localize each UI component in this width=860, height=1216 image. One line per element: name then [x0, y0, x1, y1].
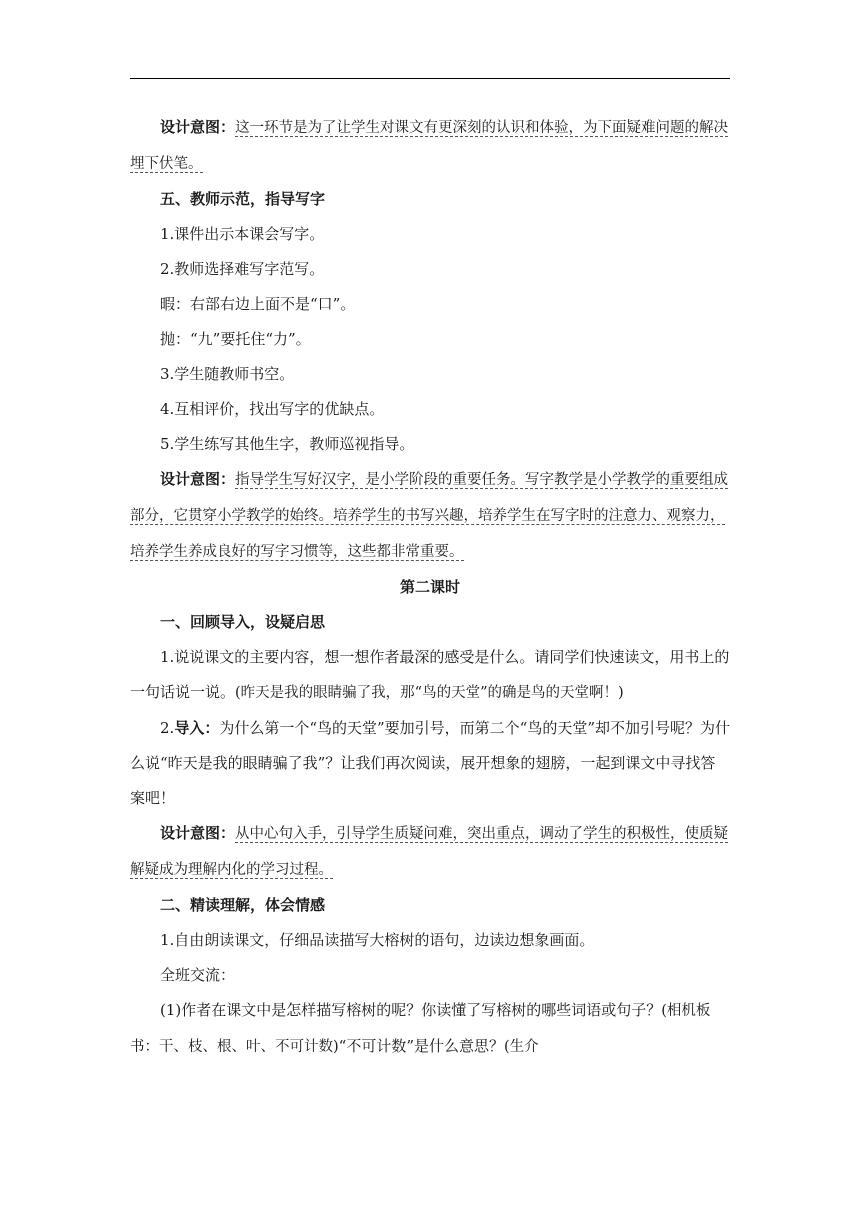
list-item: 4.互相评价，找出写字的优缺点。	[160, 400, 385, 418]
design-intent-paragraph	[130, 816, 730, 888]
item-text: 为什么第一个“鸟的天堂”要加引号，而第二个“鸟的天堂”却不加引号呢？为什么说“昨天是我的眼睛骗了我”？让我们再次阅读，展开想象的翅膀，一起到课文中寻找答案吧！	[130, 719, 731, 807]
list-item: 抛：“九”要托住“力”。	[160, 330, 311, 348]
item-note: (生介	[504, 1039, 539, 1055]
item-note: (相机板书：干、枝、根、叶、不可计数)	[130, 1003, 711, 1055]
item-number: 2.	[160, 719, 175, 737]
list-item: 暇：右部右边上面不是“口”。	[160, 295, 356, 313]
list-item: 5.学生练写其他生字，教师巡视指导。	[160, 435, 415, 453]
list-item	[130, 640, 730, 711]
design-intent-label: 设计意图：	[160, 118, 236, 136]
list-item	[130, 993, 730, 1065]
section-heading: 一、回顾导入，设疑启思	[160, 613, 326, 631]
design-intent-text: 指导学生写好汉字，是小学阶段的重要任务。写字教学是小学教学的重要组成部分，它贯穿小学教学的始终。培养学生的书写兴趣，培养学生在写字时的注意力、观察力，培养学生养成良好的写字习惯等，这些都非常重要。	[130, 472, 729, 560]
list-item: 2.教师选择难写字范写。	[160, 260, 325, 278]
list-item	[130, 711, 730, 816]
item-text: “不可计数”是什么意思？	[338, 1037, 504, 1055]
list-item: 3.学生随教师书空。	[160, 365, 295, 383]
item-note: (昨天是我的眼睛骗了我，那“鸟的天堂”的确是鸟的天堂啊！)	[235, 685, 624, 701]
section-heading: 二、精读理解，体会情感	[160, 896, 326, 914]
design-intent-label: 设计意图：	[160, 824, 236, 842]
item-label: 导入：	[174, 719, 220, 737]
document-body	[130, 110, 730, 1065]
list-item: 全班交流：	[160, 966, 236, 984]
header-rule	[130, 78, 730, 79]
design-intent-label: 设计意图：	[160, 470, 236, 488]
list-item: 1.课件出示本课会写字。	[160, 225, 325, 243]
item-text: (1)作者在课文中是怎样描写榕树的呢？你读懂了写榕树的哪些词语或句子？	[160, 1001, 662, 1019]
item-text: 1.说说课文的主要内容，想一想作者最深的感受是什么。请同学们快速读文，用书上的一句话说一说。	[130, 648, 730, 701]
design-intent-text: 这一环节是为了让学生对课文有更深刻的认识和体验，为下面疑难问题的解决埋下伏笔。	[130, 120, 729, 172]
design-intent-text: 从中心句入手，引导学生质疑问难，突出重点，调动了学生的积极性，使质疑解疑成为理解内化的学习过程。	[130, 826, 729, 878]
section-heading: 五、教师示范，指导写字	[160, 190, 326, 208]
lesson-title: 第二课时	[399, 578, 460, 596]
design-intent-paragraph	[130, 110, 730, 182]
design-intent-paragraph	[130, 462, 730, 570]
list-item: 1.自由朗读课文，仔细品读描写大榕树的语句，边读边想象画面。	[160, 931, 595, 949]
